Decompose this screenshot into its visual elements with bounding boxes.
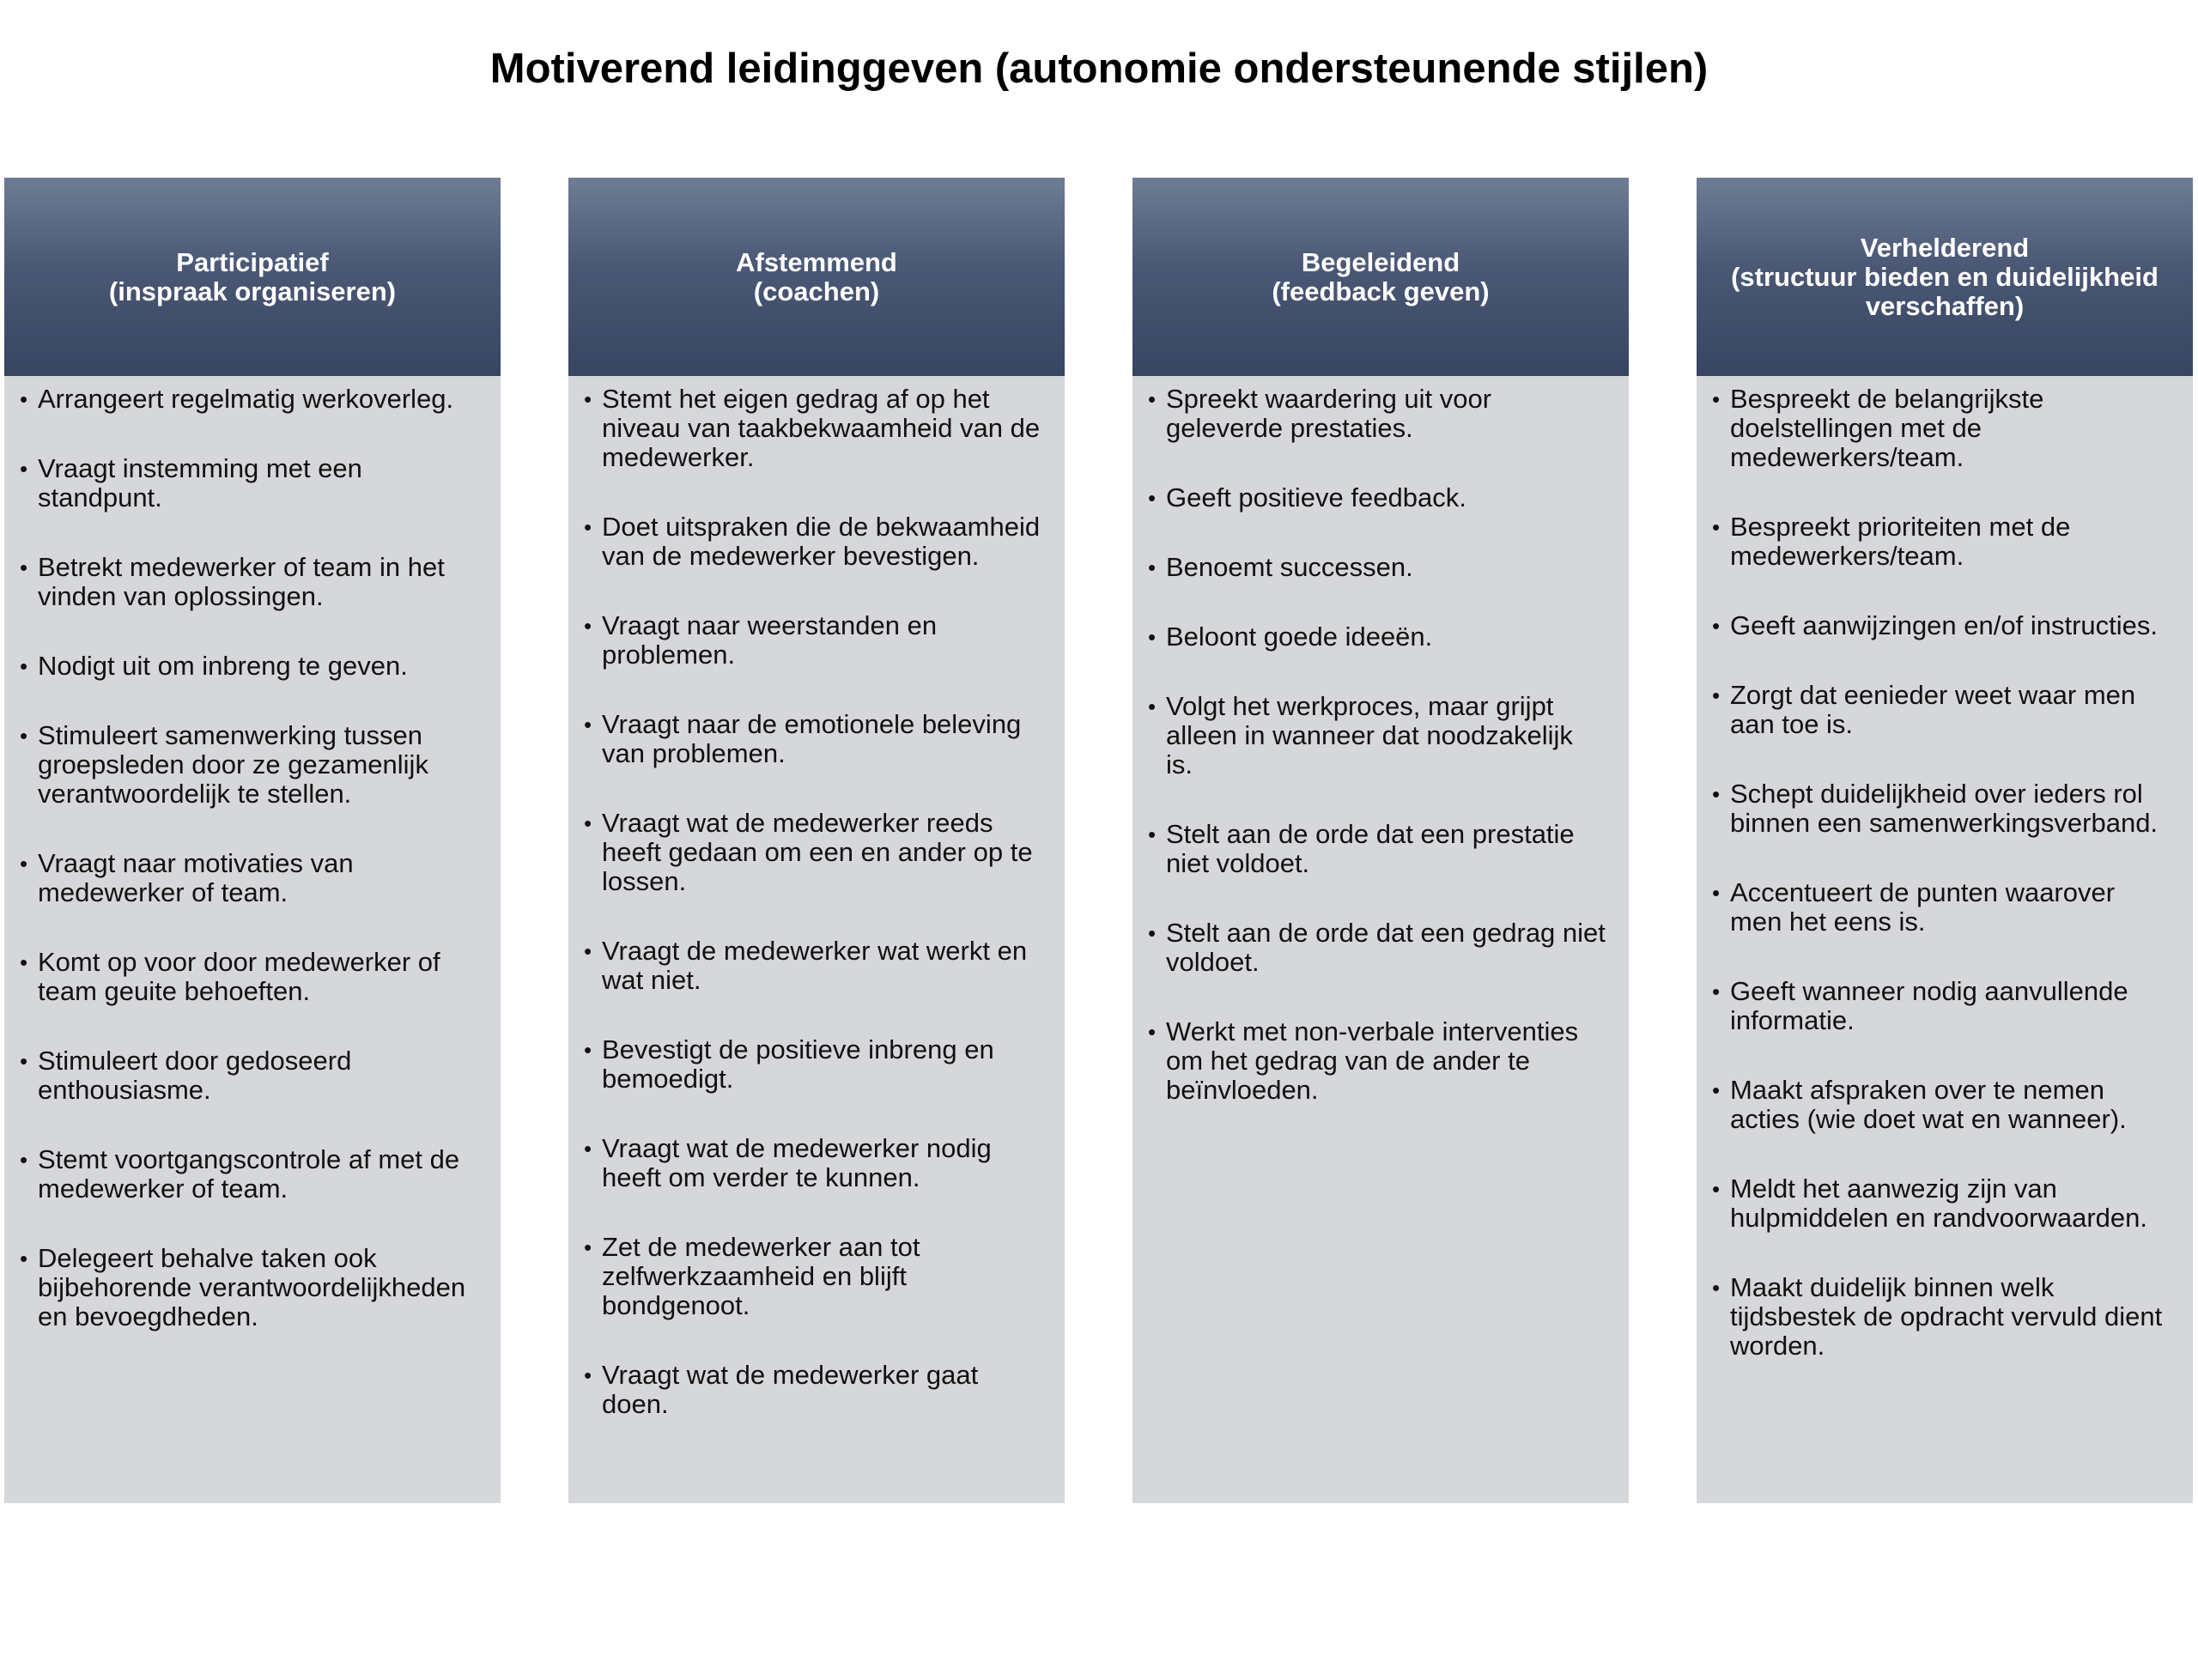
column-body — [4, 376, 501, 1503]
column-header-label: Participatief (inspraak organiseren) — [108, 246, 397, 306]
bullet-list — [1148, 385, 1606, 1105]
list-item: • Zorgt dat eenieder weet waar men aan toe is. — [1712, 681, 2171, 739]
column-participatief — [4, 178, 501, 1503]
list-item: • Bevestigt de positieve inbreng en bemoedigt. — [584, 1035, 1042, 1094]
column-body — [1132, 376, 1629, 1503]
column-verhelderend — [1697, 178, 2193, 1503]
list-item: • Doet uitspraken die de bekwaamheid van de medewerker bevestigen. — [584, 512, 1042, 571]
column-header-label: Verhelderend (structuur bieden en duidelijkheid verschaffen) — [1731, 232, 2159, 321]
list-item: • Vraagt naar de emotionele beleving van problemen. — [584, 710, 1042, 768]
list-item: • Schept duidelijkheid over ieders rol binnen een samenwerkingsverband. — [1712, 779, 2171, 838]
list-item: • Vraagt naar motivaties van medewerker of team. — [20, 849, 478, 907]
list-item: • Stelt aan de orde dat een prestatie niet voldoet. — [1148, 820, 1606, 878]
column-body — [568, 376, 1065, 1503]
list-item: • Spreekt waardering uit voor geleverde prestaties. — [1148, 385, 1606, 443]
list-item: • Vraagt wat de medewerker gaat doen. — [584, 1361, 1042, 1419]
column-afstemmend — [568, 178, 1065, 1503]
column-header-label: Afstemmend (coachen) — [736, 246, 897, 306]
list-item: • Geeft aanwijzingen en/of instructies. — [1712, 611, 2171, 640]
list-item: • Stimuleert samenwerking tussen groepsleden door ze gezamenlijk verantwoordelijk te stellen. — [20, 721, 478, 809]
list-item: • Stelt aan de orde dat een gedrag niet voldoet. — [1148, 919, 1606, 977]
column-header — [4, 178, 501, 376]
list-item: • Beloont goede ideeën. — [1148, 622, 1606, 652]
page-title: Motiverend leidinggeven (autonomie ondersteunende stijlen) — [489, 45, 1709, 92]
list-item: • Maakt duidelijk binnen welk tijdsbestek de opdracht vervuld dient worden. — [1712, 1273, 2171, 1361]
list-item: • Stemt het eigen gedrag af op het niveau van taakbekwaamheid van de medewerker. — [584, 385, 1042, 472]
column-header — [1132, 178, 1629, 376]
list-item: • Vraagt de medewerker wat werkt en wat niet. — [584, 937, 1042, 995]
list-item: • Geeft wanneer nodig aanvullende informatie. — [1712, 977, 2171, 1035]
column-header — [1697, 178, 2193, 376]
list-item: • Komt op voor door medewerker of team geuite behoeften. — [20, 948, 478, 1006]
bullet-list — [20, 385, 478, 1331]
list-item: • Volgt het werkproces, maar grijpt alleen in wanneer dat noodzakelijk is. — [1148, 692, 1606, 779]
list-item: • Werkt met non-verbale interventies om het gedrag van de ander te beïnvloeden. — [1148, 1017, 1606, 1105]
list-item: • Vraagt wat de medewerker nodig heeft om verder te kunnen. — [584, 1134, 1042, 1192]
list-item: • Bespreekt de belangrijkste doelstellingen met de medewerkers/team. — [1712, 385, 2171, 472]
list-item: • Benoemt successen. — [1148, 553, 1606, 582]
column-body — [1697, 376, 2193, 1503]
column-header — [568, 178, 1065, 376]
list-item: • Vraagt wat de medewerker reeds heeft gedaan om een en ander op te lossen. — [584, 809, 1042, 896]
list-item: • Geeft positieve feedback. — [1148, 483, 1606, 512]
list-item: • Accentueert de punten waarover men het eens is. — [1712, 878, 2171, 937]
list-item: • Delegeert behalve taken ook bijbehorende verantwoordelijkheden en bevoegdheden. — [20, 1244, 478, 1331]
list-item: • Arrangeert regelmatig werkoverleg. — [20, 385, 478, 414]
list-item: • Maakt afspraken over te nemen acties (wie doet wat en wanneer). — [1712, 1076, 2171, 1134]
column-begeleidend — [1132, 178, 1629, 1503]
list-item: • Nodigt uit om inbreng te geven. — [20, 652, 478, 681]
list-item: • Vraagt instemming met een standpunt. — [20, 454, 478, 512]
list-item: • Betrekt medewerker of team in het vinden van oplossingen. — [20, 553, 478, 611]
bullet-list — [584, 385, 1042, 1419]
list-item: • Meldt het aanwezig zijn van hulpmiddelen en randvoorwaarden. — [1712, 1174, 2171, 1233]
list-item: • Zet de medewerker aan tot zelfwerkzaamheid en blijft bondgenoot. — [584, 1233, 1042, 1320]
list-item: • Vraagt naar weerstanden en problemen. — [584, 611, 1042, 670]
column-header-label: Begeleidend (feedback geven) — [1272, 246, 1490, 306]
list-item: • Stemt voortgangscontrole af met de medewerker of team. — [20, 1145, 478, 1204]
list-item: • Stimuleert door gedoseerd enthousiasme. — [20, 1046, 478, 1105]
list-item: • Bespreekt prioriteiten met de medewerkers/team. — [1712, 512, 2171, 571]
bullet-list — [1712, 385, 2171, 1361]
